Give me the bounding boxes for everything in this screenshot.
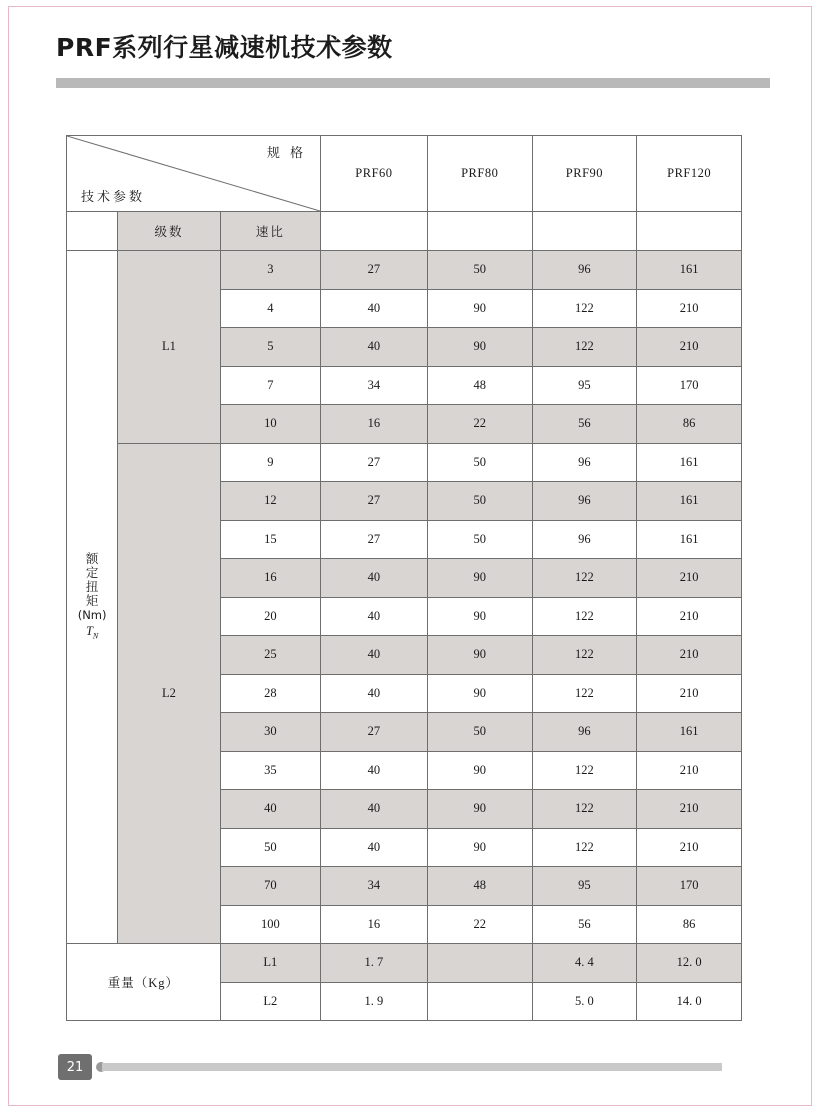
torque-value-cell: 90 (427, 790, 532, 829)
torque-value-cell: 122 (532, 790, 637, 829)
torque-value-cell: 161 (637, 482, 742, 521)
torque-value-cell: 27 (320, 520, 427, 559)
torque-value-cell: 96 (532, 713, 637, 752)
torque-value-cell: 40 (320, 289, 427, 328)
weight-value-cell: 1. 7 (320, 944, 427, 983)
torque-value-cell: 40 (320, 597, 427, 636)
subheader-blank-prf120 (637, 212, 742, 251)
torque-value-cell: 50 (427, 251, 532, 290)
ratio-cell: 9 (220, 443, 320, 482)
page-number-badge: 21 (58, 1054, 92, 1080)
page-header (56, 28, 768, 64)
torque-value-cell: 122 (532, 636, 637, 675)
page-title: PRF系列行星减速机技术参数 (56, 33, 393, 62)
torque-value-cell: 27 (320, 482, 427, 521)
torque-value-cell: 16 (320, 905, 427, 944)
torque-value-cell: 210 (637, 636, 742, 675)
torque-value-cell: 90 (427, 751, 532, 790)
ratio-cell: 50 (220, 828, 320, 867)
weight-row (67, 944, 742, 983)
torque-value-cell: 40 (320, 674, 427, 713)
torque-value-cell: 50 (427, 713, 532, 752)
spec-label: 规 格 (266, 146, 306, 161)
torque-value-cell: 210 (637, 751, 742, 790)
subheader-stage: 级数 (118, 212, 220, 251)
torque-value-cell: 40 (320, 828, 427, 867)
ratio-cell: 30 (220, 713, 320, 752)
weight-label-cell: 重量（Kg） (67, 944, 221, 1021)
torque-value-cell: 161 (637, 520, 742, 559)
torque-value-cell: 122 (532, 328, 637, 367)
page-footer (58, 1054, 768, 1080)
torque-value-cell: 170 (637, 867, 742, 906)
torque-value-cell: 40 (320, 751, 427, 790)
torque-value-cell: 161 (637, 713, 742, 752)
ratio-cell: 16 (220, 559, 320, 598)
torque-value-cell: 170 (637, 366, 742, 405)
weight-value-cell: 1. 9 (320, 982, 427, 1021)
model-header-prf120: PRF120 (637, 136, 742, 212)
ratio-cell: 20 (220, 597, 320, 636)
weight-value-cell: 12. 0 (637, 944, 742, 983)
param-label: 技术参数 (81, 190, 146, 205)
weight-value-cell (427, 944, 532, 983)
ratio-cell: 15 (220, 520, 320, 559)
torque-value-cell: 40 (320, 328, 427, 367)
torque-value-cell: 90 (427, 636, 532, 675)
torque-value-cell: 27 (320, 443, 427, 482)
weight-stage-cell: L1 (220, 944, 320, 983)
model-header-prf60: PRF60 (320, 136, 427, 212)
torque-value-cell: 50 (427, 482, 532, 521)
ratio-cell: 12 (220, 482, 320, 521)
torque-value-cell: 90 (427, 597, 532, 636)
torque-value-cell: 210 (637, 597, 742, 636)
torque-value-cell: 56 (532, 905, 637, 944)
weight-value-cell: 4. 4 (532, 944, 637, 983)
torque-value-cell: 210 (637, 328, 742, 367)
torque-value-cell: 210 (637, 289, 742, 328)
rated-torque-label: 额 定 扭 矩 (Nm) $T_N$ (67, 251, 118, 944)
torque-value-cell: 122 (532, 559, 637, 598)
ratio-cell: 25 (220, 636, 320, 675)
table-row (67, 251, 742, 290)
weight-stage-cell: L2 (220, 982, 320, 1021)
torque-value-cell: 50 (427, 520, 532, 559)
ratio-cell: 28 (220, 674, 320, 713)
torque-value-cell: 122 (532, 597, 637, 636)
subheader-blank-prf90 (532, 212, 637, 251)
ratio-cell: 7 (220, 366, 320, 405)
model-header-prf90: PRF90 (532, 136, 637, 212)
torque-value-cell: 22 (427, 905, 532, 944)
subheader-ratio: 速比 (220, 212, 320, 251)
torque-value-cell: 95 (532, 366, 637, 405)
torque-value-cell: 86 (637, 405, 742, 444)
ratio-cell: 4 (220, 289, 320, 328)
torque-value-cell: 48 (427, 867, 532, 906)
torque-value-cell: 50 (427, 443, 532, 482)
ratio-cell: 5 (220, 328, 320, 367)
weight-value-cell (427, 982, 532, 1021)
spec-table-wrap (66, 135, 742, 1021)
model-header-prf80: PRF80 (427, 136, 532, 212)
stage-cell-l1: L1 (118, 251, 220, 444)
table-subheader-row (67, 212, 742, 251)
torque-value-cell: 48 (427, 366, 532, 405)
torque-value-cell: 90 (427, 674, 532, 713)
ratio-cell: 100 (220, 905, 320, 944)
torque-value-cell: 34 (320, 366, 427, 405)
torque-value-cell: 16 (320, 405, 427, 444)
torque-value-cell: 122 (532, 751, 637, 790)
torque-value-cell: 96 (532, 251, 637, 290)
torque-value-cell: 122 (532, 289, 637, 328)
torque-value-cell: 40 (320, 790, 427, 829)
corner-header-cell (67, 136, 321, 212)
torque-value-cell: 90 (427, 559, 532, 598)
subheader-blank-prf80 (427, 212, 532, 251)
weight-value-cell: 5. 0 (532, 982, 637, 1021)
stage-cell-l2: L2 (118, 443, 220, 944)
torque-value-cell: 122 (532, 828, 637, 867)
torque-value-cell: 56 (532, 405, 637, 444)
weight-value-cell: 14. 0 (637, 982, 742, 1021)
torque-value-cell: 122 (532, 674, 637, 713)
torque-value-cell: 161 (637, 251, 742, 290)
torque-value-cell: 210 (637, 559, 742, 598)
torque-value-cell: 34 (320, 867, 427, 906)
ratio-cell: 40 (220, 790, 320, 829)
torque-value-cell: 90 (427, 328, 532, 367)
table-header-row (67, 136, 742, 212)
spec-table (66, 135, 742, 1021)
torque-value-cell: 86 (637, 905, 742, 944)
torque-value-cell: 161 (637, 443, 742, 482)
torque-value-cell: 22 (427, 405, 532, 444)
subheader-blank-prf60 (320, 212, 427, 251)
ratio-cell: 3 (220, 251, 320, 290)
torque-value-cell: 90 (427, 289, 532, 328)
torque-value-cell: 27 (320, 713, 427, 752)
torque-value-cell: 95 (532, 867, 637, 906)
torque-value-cell: 96 (532, 482, 637, 521)
torque-value-cell: 40 (320, 636, 427, 675)
torque-value-cell: 90 (427, 828, 532, 867)
torque-value-cell: 210 (637, 790, 742, 829)
torque-value-cell: 210 (637, 828, 742, 867)
torque-value-cell: 27 (320, 251, 427, 290)
table-row (67, 443, 742, 482)
torque-value-cell: 96 (532, 520, 637, 559)
ratio-cell: 35 (220, 751, 320, 790)
torque-value-cell: 96 (532, 443, 637, 482)
spec-table-body (67, 136, 742, 1021)
subheader-blank (67, 212, 118, 251)
header-rule (56, 78, 770, 88)
ratio-cell: 10 (220, 405, 320, 444)
footer-bar (102, 1063, 722, 1071)
torque-value-cell: 210 (637, 674, 742, 713)
ratio-cell: 70 (220, 867, 320, 906)
torque-value-cell: 40 (320, 559, 427, 598)
